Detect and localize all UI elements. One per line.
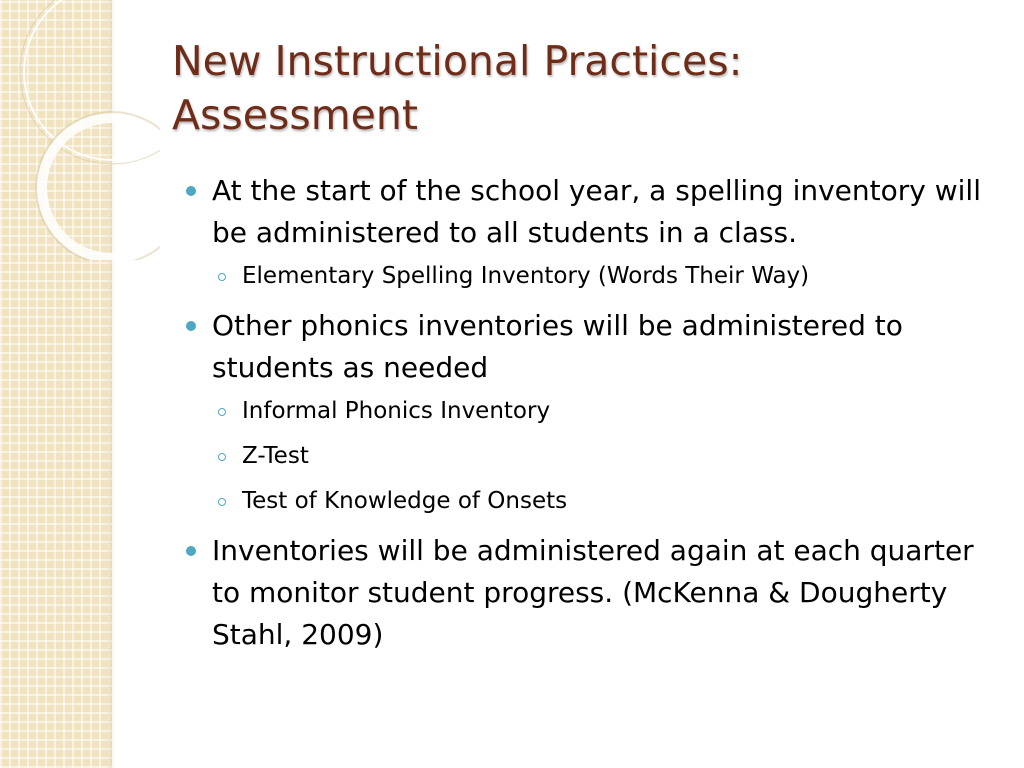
bullet-dot-icon xyxy=(186,546,196,556)
bullet-list xyxy=(186,170,1001,660)
sub-bullet-text: Informal Phonics Inventory xyxy=(242,398,551,424)
decorative-rings-icon xyxy=(0,0,160,260)
sub-bullet-text: Z-Test xyxy=(242,443,309,469)
sub-bullet-item xyxy=(212,395,1001,427)
sub-bullet-item xyxy=(212,260,1001,292)
sub-bullet-text: Elementary Spelling Inventory (Words Their Way) xyxy=(242,263,810,289)
sub-bullet-item xyxy=(212,440,1001,472)
bullet-ring-icon xyxy=(218,273,226,281)
bullet-item xyxy=(186,305,1001,517)
bullet-text: Other phonics inventories will be administered to students as needed xyxy=(212,309,903,384)
title-line-1: New Instructional Practices: xyxy=(172,37,743,85)
sub-bullet-text: Test of Knowledge of Onsets xyxy=(242,488,568,514)
slide-title xyxy=(172,34,992,142)
bullet-ring-icon xyxy=(218,408,226,416)
bullet-ring-icon xyxy=(218,453,226,461)
bullet-dot-icon xyxy=(186,186,196,196)
bullet-item xyxy=(186,170,1001,292)
sub-bullet-list xyxy=(212,260,1001,292)
sub-bullet-list xyxy=(212,395,1001,517)
sub-bullet-item xyxy=(212,485,1001,517)
bullet-text: At the start of the school year, a spelling inventory will be administered to all students in a class. xyxy=(212,174,981,249)
title-line-2: Assessment xyxy=(172,91,418,139)
bullet-ring-icon xyxy=(218,498,226,506)
bullet-text: Inventories will be administered again at each quarter to monitor student progress. (McKenna & Dougherty Stahl, 2009) xyxy=(212,534,974,651)
bullet-item xyxy=(186,530,1001,656)
bullet-dot-icon xyxy=(186,321,196,331)
